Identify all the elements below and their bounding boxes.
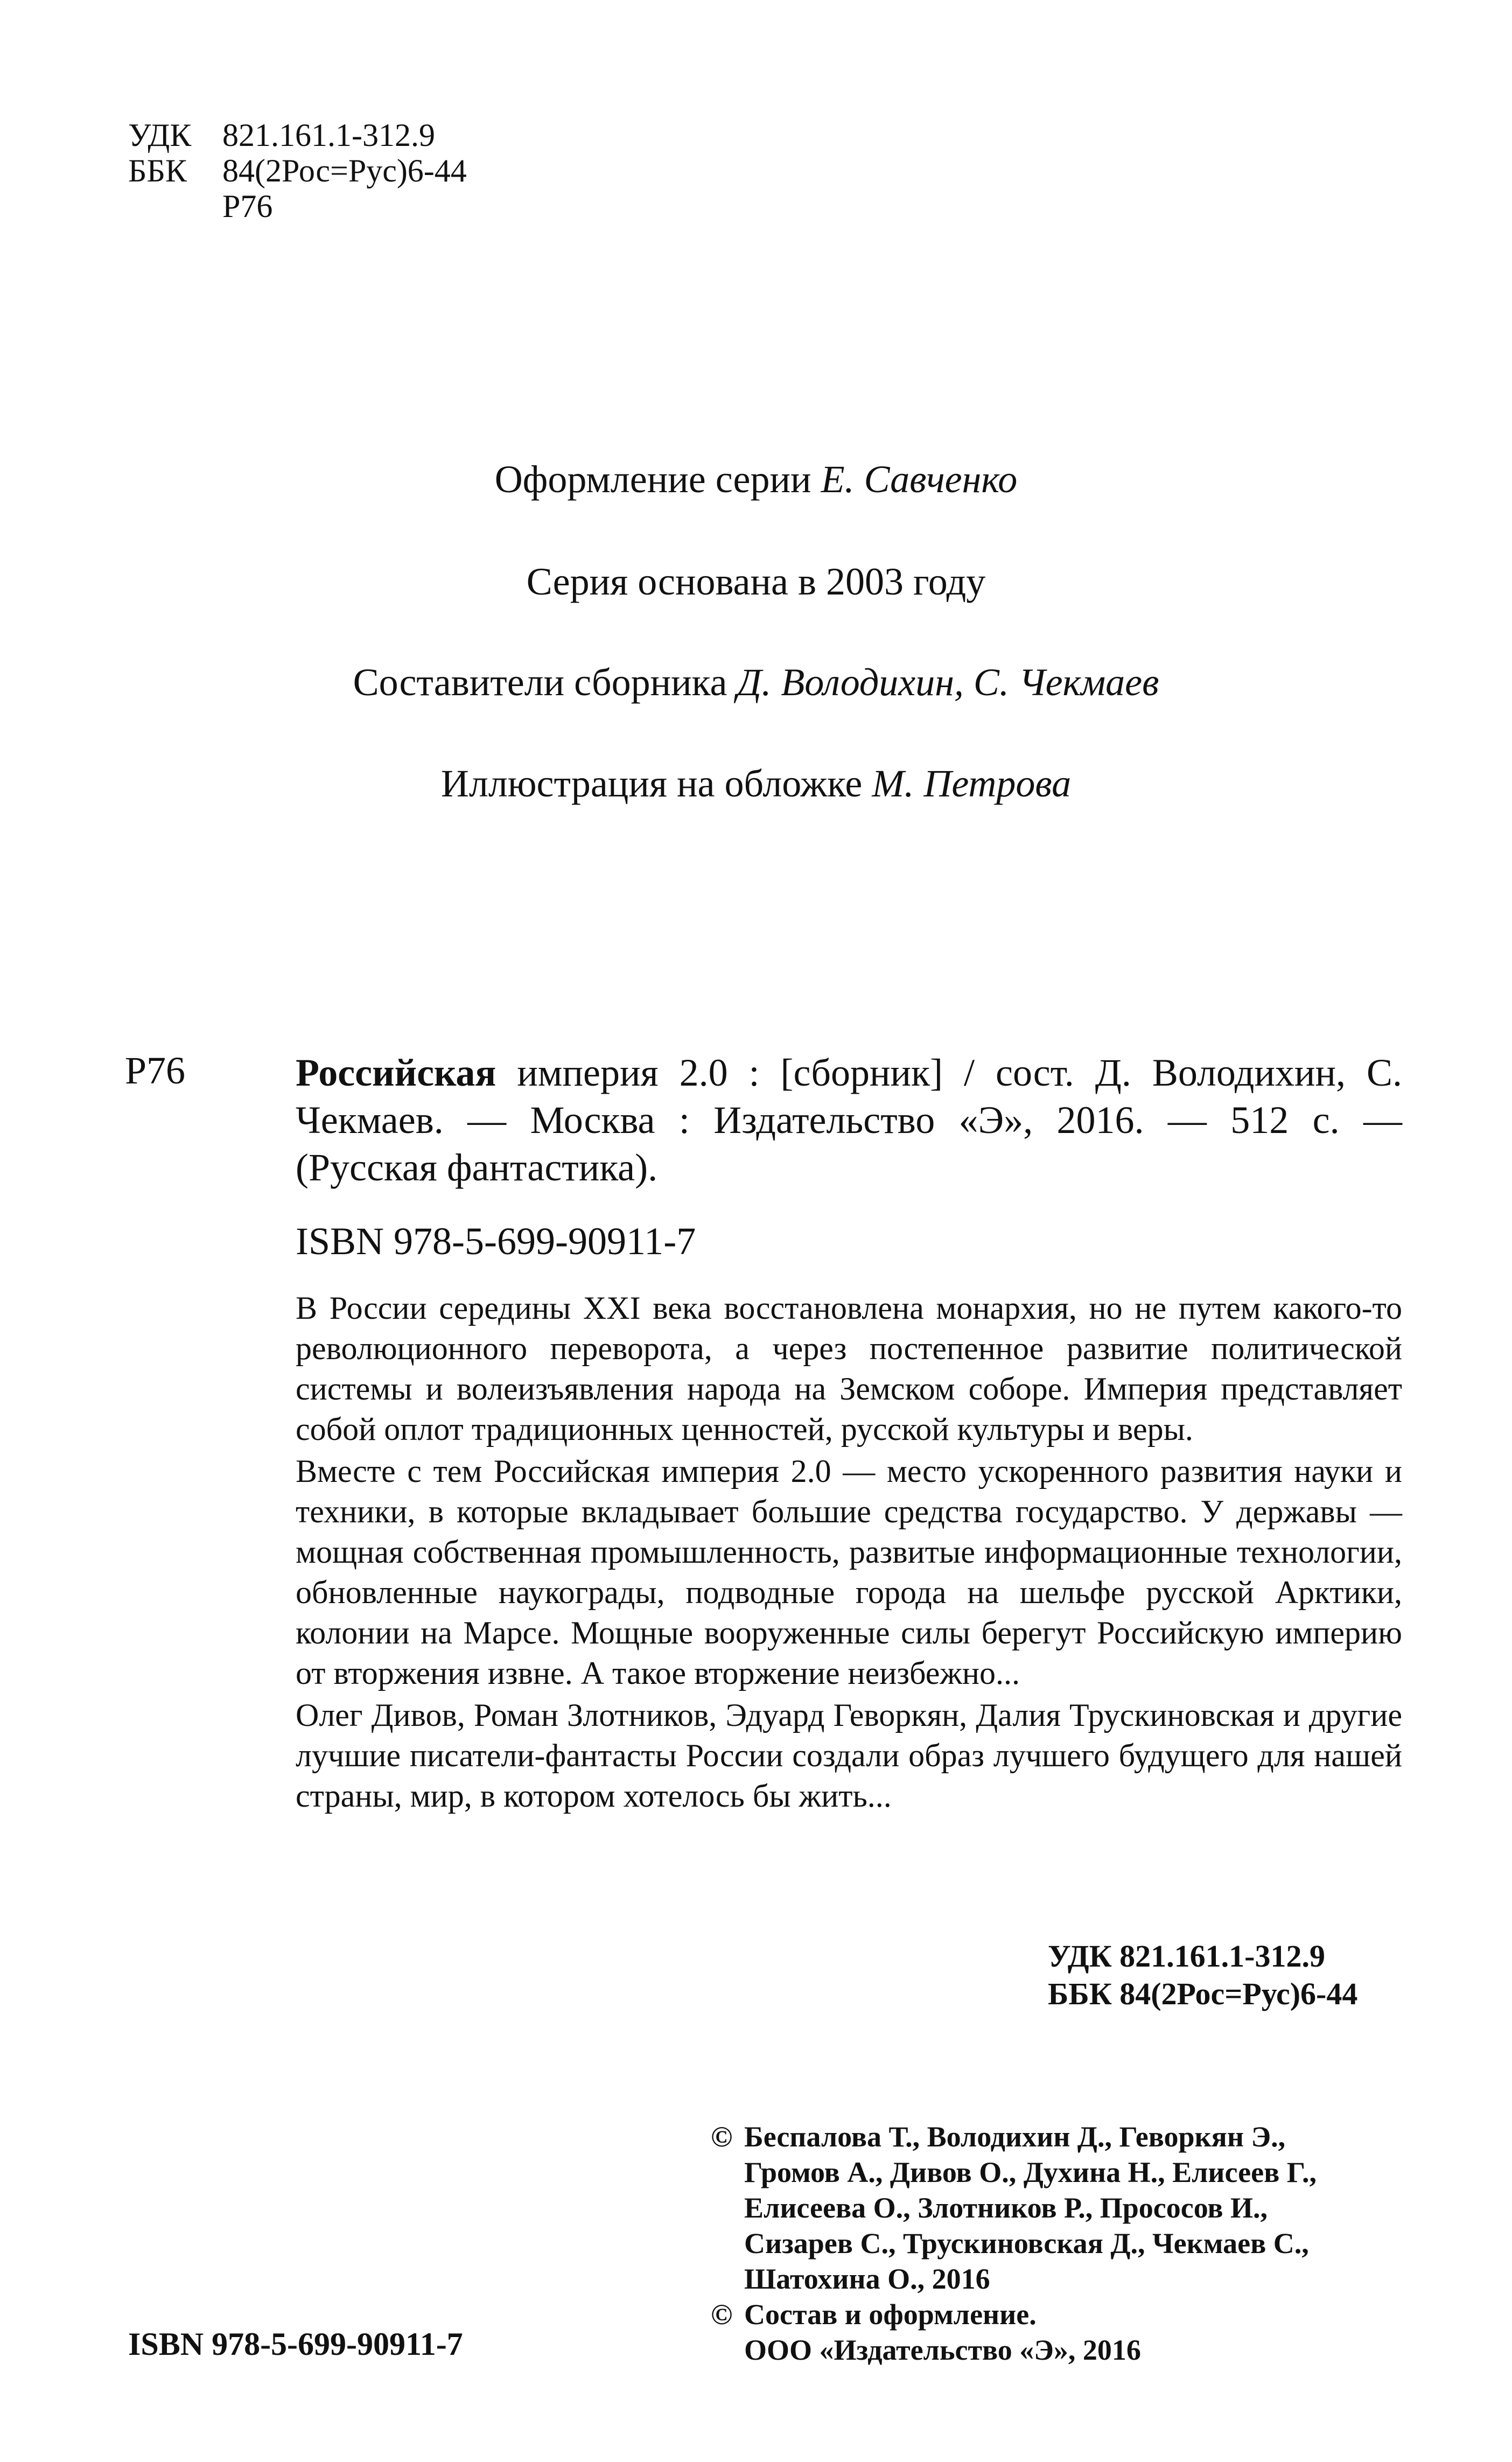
isbn-bottom: ISBN 978-5-699-90911-7 (128, 2326, 463, 2362)
compilers-names: Д. Володихин, С. Чекмаев (737, 661, 1159, 704)
cover-illustration-credit (0, 762, 1512, 805)
series-design-name: Е. Савченко (821, 458, 1018, 501)
udk-bottom: УДК 821.161.1-312.9 (1048, 1939, 1325, 1974)
compilers-credit (0, 661, 1512, 704)
udk-row (128, 117, 467, 153)
cover-illustration-label: Иллюстрация на обложке (440, 762, 863, 805)
copyright-authors-text: Беспалова Т., Володихин Д., Геворкян Э., Громов А., Дивов О., Духина Н., Елисеев Г., Елисеева О., Злотников Р., Прососов И., Сизарев С., Трускиновская Д., Чекмаев С., Шатохина О., 2016 (744, 2121, 1317, 2295)
entry-description: империя 2.0 : [сборник] / сост. Д. Володихин, С. Чекмаев. — Москва : Издательство «Э», 2016. — 512 с. — (Русская фантастика). (296, 1051, 1402, 1189)
copyright-symbol: © (711, 2298, 733, 2331)
bbk-value: 84(2Рос=Рус)6-44 (222, 153, 467, 188)
udk-value: 821.161.1-312.9 (222, 117, 435, 153)
annotation-paragraph: Олег Дивов, Роман Злотников, Эдуард Геворкян, Далия Трускиновская и другие лучшие писатели-фантасты России создали образ лучшего будущего для нашей страны, мир, в котором хотелось бы жить... (296, 1697, 1402, 1814)
entry-title: Российская (296, 1051, 496, 1094)
compilers-label: Составители сборника (353, 661, 727, 704)
entry-author-mark: Р76 (125, 1049, 186, 1092)
cover-illustration-name: М. Петрова (872, 762, 1072, 805)
bbk-row (128, 153, 467, 188)
author-mark: Р76 (222, 188, 273, 224)
classification-block (128, 117, 467, 224)
series-founded: Серия основана в 2003 году (526, 560, 986, 603)
annotation-paragraph: Вместе с тем Российская империя 2.0 — место ускоренного развития науки и техники, в которые вкладывает большие средства государство. У державы — мощная собственная промышленность, развитые информационные технологии, обновленные наукограды, подводные города на шельфе русской Арктики, колонии на Марсе. Мощные вооруженные силы берегут Российскую империю от вторжения извне. А такое вторжение неизбежно... (296, 1453, 1402, 1691)
entry-isbn: ISBN 978-5-699-90911-7 (296, 1220, 696, 1263)
copyright-design-text: Состав и оформление. ООО «Издательство «Э», 2016 (744, 2298, 1141, 2366)
bbk-label: ББК (128, 153, 187, 188)
annotation-paragraph: В России середины XXI века восстановлена монархия, но не путем какого-то революционного переворота, а через постепенное развитие политической системы и волеизъявления народа на Земском соборе. Империя представляет собой оплот традиционных ценностей, русской культуры и веры. (296, 1290, 1402, 1447)
udk-label: УДК (128, 117, 192, 153)
copyright-symbol: © (711, 2121, 733, 2153)
copyright-authors (711, 2119, 1317, 2297)
bbk-bottom: ББК 84(2Рос=Рус)6-44 (1048, 1976, 1358, 2011)
catalog-entry (296, 1049, 1402, 1191)
copyright-design (711, 2297, 1317, 2368)
copyright-block (711, 2119, 1317, 2368)
annotation (296, 1288, 1402, 1816)
series-design-label: Оформление серии (494, 458, 811, 501)
series-design-credit (0, 458, 1512, 501)
udk-bbk-bottom (1048, 1938, 1357, 2013)
